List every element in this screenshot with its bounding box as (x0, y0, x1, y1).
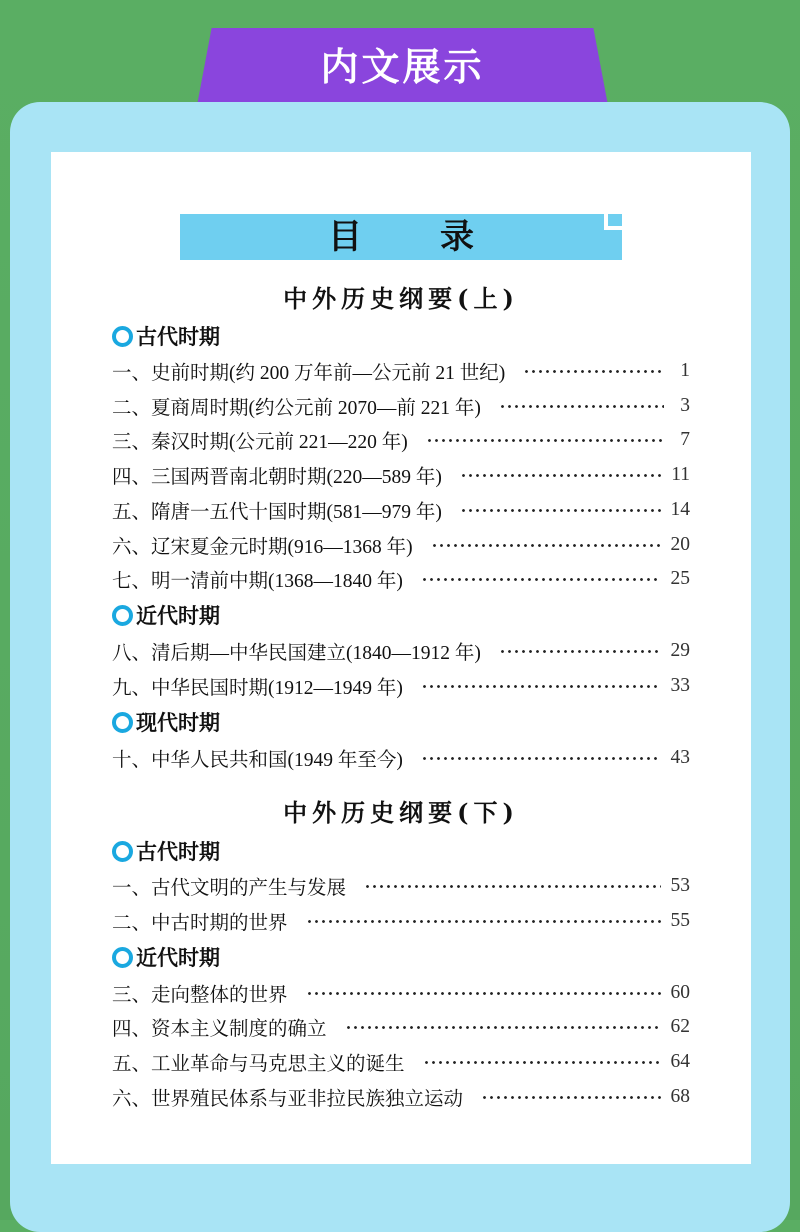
toc-entry[interactable] (112, 671, 690, 701)
entry-title: 八、清后期—中华民国建立(1840—1912 年) (112, 643, 481, 664)
page-number: 3 (680, 395, 690, 416)
dot-leader (345, 1026, 661, 1029)
entry-title: 十、中华人民共和国(1949 年至今) (112, 750, 403, 771)
section-heading (112, 321, 220, 351)
entry-title: 一、古代文明的产生与发展 (112, 878, 347, 899)
toc-entry[interactable] (112, 495, 690, 525)
section-label: 古代时期 (136, 325, 220, 349)
toc-entry[interactable] (112, 1047, 690, 1077)
page-number: 53 (670, 875, 690, 896)
entry-title: 四、资本主义制度的确立 (112, 1019, 327, 1040)
toc-entry[interactable] (112, 978, 690, 1008)
dot-leader (306, 920, 661, 923)
entry-title: 二、夏商周时期(约公元前 2070—前 221 年) (112, 398, 481, 419)
entry-title: 二、中古时期的世界 (112, 913, 288, 934)
dot-leader (499, 650, 661, 653)
toc-entry[interactable] (112, 356, 690, 386)
page-number: 55 (670, 910, 690, 931)
page-number: 1 (680, 360, 690, 381)
section-label: 现代时期 (136, 711, 220, 735)
toc-entry[interactable] (112, 564, 690, 594)
page-number: 25 (670, 568, 690, 589)
section-heading (112, 707, 220, 737)
page-number: 60 (670, 982, 690, 1003)
dot-leader (364, 885, 660, 888)
toc-title: 目录 (328, 217, 552, 257)
dot-leader (460, 509, 661, 512)
dot-leader (421, 685, 661, 688)
dot-leader (423, 1061, 661, 1064)
dot-leader (481, 1096, 660, 1099)
banner-title: 内文展示 (320, 45, 485, 89)
toc-entry[interactable] (112, 743, 690, 773)
toc-entry[interactable] (112, 871, 690, 901)
toc-entry[interactable] (112, 460, 690, 490)
circle-bullet-icon (112, 947, 133, 968)
entry-title: 一、史前时期(约 200 万年前—公元前 21 世纪) (112, 363, 506, 384)
page-number: 14 (670, 499, 690, 520)
dot-leader (421, 578, 661, 581)
entry-title: 三、走向整体的世界 (112, 985, 288, 1006)
toc-entry[interactable] (112, 636, 690, 666)
toc-entry[interactable] (112, 906, 690, 936)
circle-bullet-icon (112, 841, 133, 862)
book-title-lower: 中外历史纲要(下) (283, 798, 519, 827)
section-heading (112, 600, 220, 630)
page-number: 43 (670, 747, 690, 768)
entry-title: 六、世界殖民体系与亚非拉民族独立运动 (112, 1089, 464, 1110)
section-label: 近代时期 (136, 946, 220, 970)
dot-leader (523, 370, 664, 373)
page-number: 64 (670, 1051, 690, 1072)
dot-leader (431, 544, 661, 547)
dot-leader (499, 405, 664, 408)
toc-entry[interactable] (112, 530, 690, 560)
section-label: 近代时期 (136, 604, 220, 628)
entry-title: 七、明一清前中期(1368—1840 年) (112, 571, 403, 592)
page-number: 29 (670, 640, 690, 661)
toc-entry[interactable] (112, 1082, 690, 1112)
page-number: 62 (670, 1016, 690, 1037)
entry-title: 四、三国两晋南北朝时期(220—589 年) (112, 467, 442, 488)
page-number: 33 (670, 675, 690, 696)
entry-title: 五、工业革命与马克思主义的诞生 (112, 1054, 405, 1075)
page-number: 11 (671, 464, 690, 485)
page-number: 20 (670, 534, 690, 555)
entry-title: 九、中华民国时期(1912—1949 年) (112, 678, 403, 699)
entry-title: 三、秦汉时期(公元前 221—220 年) (112, 432, 408, 453)
circle-bullet-icon (112, 605, 133, 626)
section-label: 古代时期 (136, 840, 220, 864)
toc-entry[interactable] (112, 425, 690, 455)
entry-title: 五、隋唐一五代十国时期(581—979 年) (112, 502, 442, 523)
dot-leader (306, 992, 661, 995)
dot-leader (460, 474, 661, 477)
book-title-upper: 中外历史纲要(上) (283, 284, 519, 313)
circle-bullet-icon (112, 712, 133, 733)
page-number: 68 (670, 1086, 690, 1107)
section-heading (112, 942, 220, 972)
circle-bullet-icon (112, 326, 133, 347)
entry-title: 六、辽宋夏金元时期(916—1368 年) (112, 537, 413, 558)
section-heading (112, 836, 220, 866)
toc-entry[interactable] (112, 391, 690, 421)
page-number: 7 (680, 429, 690, 450)
dot-leader (421, 757, 661, 760)
toc-entry[interactable] (112, 1012, 690, 1042)
dot-leader (426, 439, 664, 442)
